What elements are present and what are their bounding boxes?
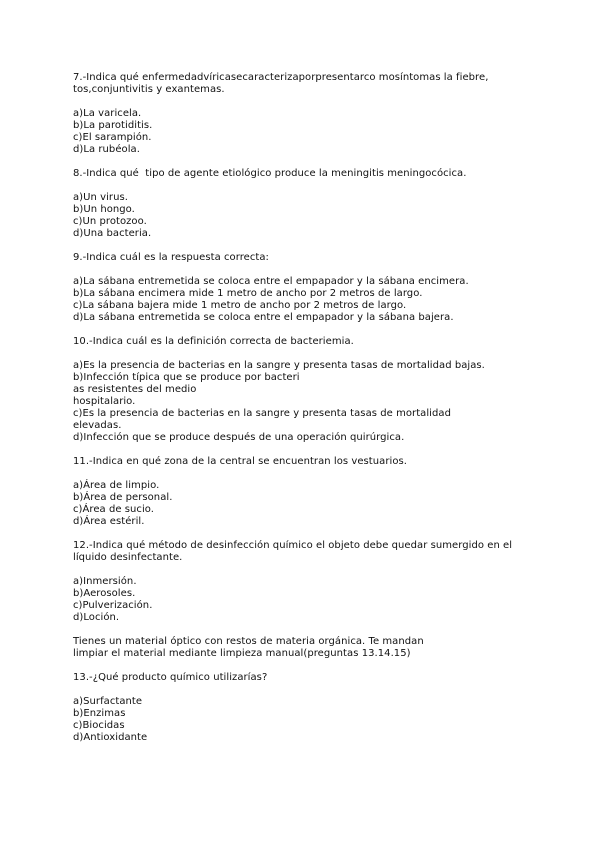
option-b: b)La parotiditis. (73, 120, 153, 131)
option-d: d)Área estéril. (73, 516, 145, 527)
case-text: limpiar el material mediante limpieza manual(preguntas 13.14.15) (73, 648, 411, 659)
option-c: c)Pulverización. (73, 600, 153, 611)
option-a: a)Un virus. (73, 192, 128, 203)
question-text: 13.-¿Qué producto químico utilizarías? (73, 672, 268, 683)
case-statement (73, 636, 543, 660)
option-a: a)Inmersión. (73, 576, 137, 587)
option-c: c)Un protozoo. (73, 216, 147, 227)
question-text: 12.-Indica qué método de desinfección químico el objeto debe quedar sumergido en el (73, 540, 513, 551)
option-c: c)Es la presencia de bacterias en la sangre y presenta tasas de mortalidad (73, 408, 451, 419)
option-c: c)Área de sucio. (73, 504, 155, 515)
question-7 (73, 72, 543, 156)
option-a: a)Área de limpio. (73, 480, 160, 491)
option-a: a)La varicela. (73, 108, 142, 119)
option-b-continued: hospitalario. (73, 396, 136, 407)
option-c: c)El sarampión. (73, 132, 152, 143)
option-a: a)Es la presencia de bacterias en la sangre y presenta tasas de mortalidad bajas. (73, 360, 485, 371)
option-b: b)Aerosoles. (73, 588, 136, 599)
document-page (73, 72, 543, 744)
option-d: d)Una bacteria. (73, 228, 152, 239)
option-b: b)Área de personal. (73, 492, 173, 503)
question-12 (73, 540, 543, 624)
option-d: d)Loción. (73, 612, 120, 623)
option-a: a)Surfactante (73, 696, 143, 707)
option-d: d)La sábana entremetida se coloca entre el empapador y la sábana bajera. (73, 312, 454, 323)
option-d: d)Infección que se produce después de una operación quirúrgica. (73, 432, 405, 443)
option-d: d)La rubéola. (73, 144, 140, 155)
case-text: Tienes un material óptico con restos de materia orgánica. Te mandan (73, 636, 424, 647)
question-text: líquido desinfectante. (73, 552, 183, 563)
option-b: b)Enzimas (73, 708, 126, 719)
question-text: 8.-Indica qué tipo de agente etiológico produce la meningitis meningocócica. (73, 168, 467, 179)
question-text: 10.-Indica cuál es la definición correcta de bacteriemia. (73, 336, 354, 347)
option-a: a)La sábana entremetida se coloca entre el empapador y la sábana encimera. (73, 276, 469, 287)
option-c-continued: elevadas. (73, 420, 122, 431)
question-text: tos,conjuntivitis y exantemas. (73, 84, 225, 95)
option-c: c)Biocidas (73, 720, 125, 731)
question-9 (73, 252, 543, 324)
option-d: d)Antioxidante (73, 732, 148, 743)
question-13 (73, 672, 543, 744)
question-text: 7.-Indica qué enfermedadvíricasecaracterizaporpresentarco mosíntomas la fiebre, (73, 72, 489, 83)
option-b: b)Infección típica que se produce por bacteri (73, 372, 300, 383)
question-8 (73, 168, 543, 240)
question-10 (73, 336, 543, 444)
option-b: b)Un hongo. (73, 204, 135, 215)
option-b: b)La sábana encimera mide 1 metro de ancho por 2 metros de largo. (73, 288, 423, 299)
option-b-continued: as resistentes del medio (73, 384, 197, 395)
question-text: 11.-Indica en qué zona de la central se encuentran los vestuarios. (73, 456, 407, 467)
question-text: 9.-Indica cuál es la respuesta correcta: (73, 252, 269, 263)
question-11 (73, 456, 543, 528)
option-c: c)La sábana bajera mide 1 metro de ancho por 2 metros de largo. (73, 300, 407, 311)
